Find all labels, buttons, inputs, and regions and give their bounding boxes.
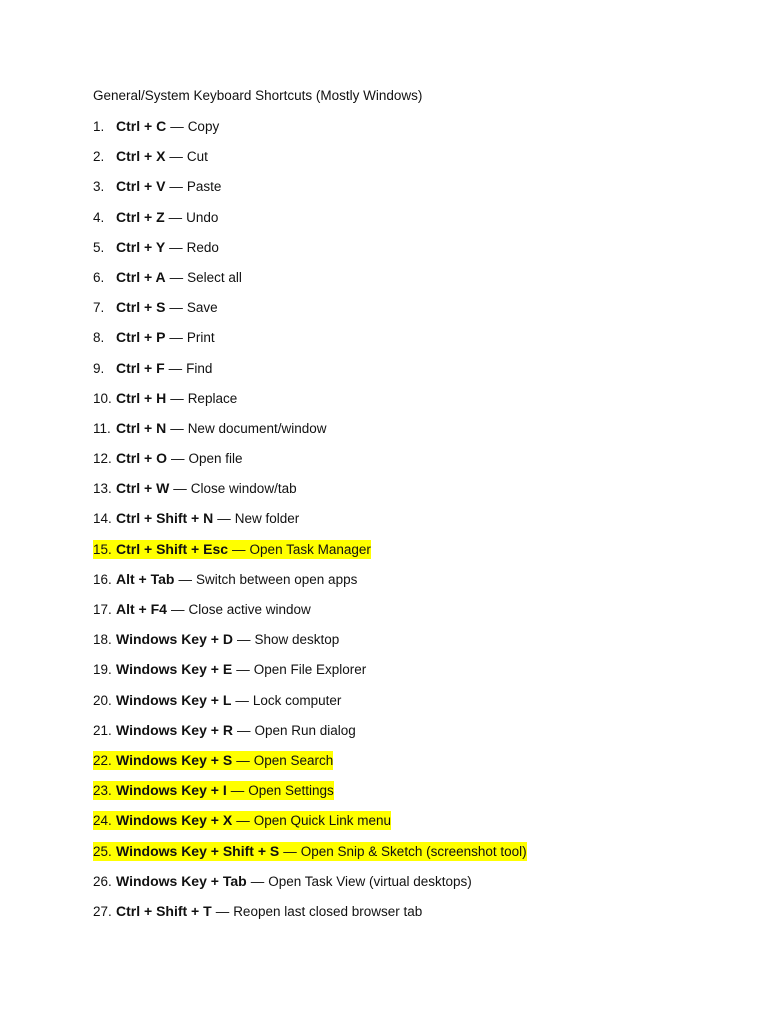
shortcut-description: Paste bbox=[186, 179, 222, 195]
list-item-content bbox=[93, 781, 334, 800]
shortcut-keys: Windows Key + I bbox=[116, 782, 227, 799]
shortcut-description: Open Search bbox=[253, 752, 334, 768]
item-number: 1. bbox=[93, 119, 105, 134]
list-item bbox=[93, 751, 527, 781]
item-number: 11. bbox=[93, 420, 111, 436]
list-item-content bbox=[93, 238, 219, 257]
shortcut-keys: Windows Key + E bbox=[116, 661, 233, 678]
shortcut-keys: Ctrl + Y bbox=[116, 238, 166, 255]
shortcut-description: Show desktop bbox=[254, 632, 340, 648]
shortcut-description: Redo bbox=[186, 239, 219, 255]
list-item bbox=[93, 238, 527, 268]
separator-dash: — bbox=[170, 451, 185, 467]
list-item bbox=[93, 902, 527, 932]
item-number: 19. bbox=[93, 662, 112, 678]
shortcut-description: Open Task View (virtual desktops) bbox=[268, 873, 472, 889]
shortcut-description: Close active window bbox=[188, 602, 311, 617]
list-item bbox=[93, 570, 527, 600]
shortcut-description: New document/window bbox=[187, 420, 327, 436]
separator-dash: — bbox=[236, 632, 251, 648]
list-item bbox=[93, 842, 527, 872]
list-item bbox=[93, 419, 527, 449]
separator-dash: — bbox=[169, 179, 183, 195]
separator-dash: — bbox=[215, 903, 230, 919]
list-item bbox=[93, 389, 527, 419]
shortcut-description: Open Run dialog bbox=[254, 722, 356, 738]
shortcut-keys: Windows Key + Tab bbox=[116, 872, 247, 889]
separator-dash: — bbox=[169, 330, 183, 346]
shortcut-description: Open File Explorer bbox=[253, 662, 367, 678]
list-item bbox=[93, 208, 527, 238]
shortcut-description: Find bbox=[186, 360, 213, 376]
shortcut-description: Print bbox=[186, 330, 215, 346]
separator-dash: — bbox=[236, 662, 250, 678]
shortcut-keys: Alt + Tab bbox=[116, 570, 175, 587]
item-number: 26. bbox=[93, 873, 112, 889]
shortcut-description: Open Quick Link menu bbox=[253, 813, 392, 829]
shortcut-keys: Ctrl + W bbox=[116, 480, 170, 497]
separator-dash: — bbox=[236, 813, 250, 829]
separator-dash: — bbox=[217, 511, 231, 527]
item-number: 4. bbox=[93, 209, 105, 225]
item-number: 20. bbox=[93, 692, 112, 708]
item-number: 7. bbox=[93, 300, 105, 316]
item-number: 17. bbox=[93, 602, 112, 617]
item-number: 27. bbox=[93, 903, 112, 919]
list-item bbox=[93, 268, 527, 298]
shortcut-description: Select all bbox=[187, 269, 242, 285]
shortcut-description: Save bbox=[186, 300, 218, 316]
shortcut-keys: Windows Key + Shift + S bbox=[116, 842, 280, 859]
list-item-content bbox=[93, 902, 422, 921]
list-item-content bbox=[93, 811, 391, 830]
shortcut-description: Close window/tab bbox=[190, 481, 297, 497]
shortcut-description: New folder bbox=[234, 511, 300, 527]
item-number: 9. bbox=[93, 360, 105, 376]
item-number: 5. bbox=[93, 239, 105, 255]
item-number: 14. bbox=[93, 511, 112, 527]
shortcut-keys: Ctrl + H bbox=[116, 389, 167, 406]
separator-dash: — bbox=[169, 300, 183, 316]
separator-dash: — bbox=[230, 783, 245, 799]
shortcut-keys: Ctrl + F bbox=[116, 359, 165, 376]
list-item bbox=[93, 177, 527, 207]
item-number: 21. bbox=[93, 722, 112, 738]
item-number: 13. bbox=[93, 481, 112, 497]
list-item bbox=[93, 509, 527, 539]
list-item bbox=[93, 479, 527, 509]
list-item-content bbox=[93, 721, 356, 740]
list-item-content bbox=[93, 509, 299, 528]
shortcut-keys: Ctrl + Shift + T bbox=[116, 902, 212, 919]
shortcut-keys: Ctrl + Shift + N bbox=[116, 510, 214, 527]
item-number: 23. bbox=[93, 783, 112, 799]
list-item bbox=[93, 872, 527, 902]
shortcut-keys: Ctrl + Shift + Esc bbox=[116, 540, 229, 557]
list-item-content bbox=[93, 177, 221, 196]
item-number: 3. bbox=[93, 179, 105, 195]
shortcut-description: Open Snip & Sketch (screenshot tool) bbox=[300, 843, 527, 859]
list-item-content bbox=[93, 842, 527, 861]
shortcut-description: Open file bbox=[188, 451, 243, 467]
item-number: 25. bbox=[93, 843, 112, 859]
item-number: 24. bbox=[93, 813, 112, 829]
separator-dash: — bbox=[169, 239, 183, 255]
list-item bbox=[93, 811, 527, 841]
list-item-content bbox=[93, 389, 237, 408]
shortcut-description: Replace bbox=[187, 390, 238, 406]
separator-dash: — bbox=[236, 722, 251, 738]
shortcut-description: Reopen last closed browser tab bbox=[233, 903, 423, 919]
separator-dash: — bbox=[236, 752, 250, 768]
list-item bbox=[93, 721, 527, 751]
list-item-content bbox=[93, 419, 327, 438]
list-item bbox=[93, 117, 527, 147]
list-item bbox=[93, 660, 527, 690]
shortcut-keys: Ctrl + Z bbox=[116, 208, 165, 225]
shortcut-keys: Ctrl + X bbox=[116, 148, 166, 165]
shortcut-keys: Windows Key + L bbox=[116, 691, 232, 708]
separator-dash: — bbox=[169, 269, 184, 285]
list-item bbox=[93, 359, 527, 389]
shortcut-keys: Windows Key + X bbox=[116, 812, 233, 829]
separator-dash: — bbox=[168, 360, 183, 376]
separator-dash: — bbox=[283, 843, 297, 859]
list-item bbox=[93, 600, 527, 630]
shortcut-description: Open Task Manager bbox=[249, 541, 371, 557]
shortcut-keys: Ctrl + V bbox=[116, 178, 166, 195]
separator-dash: — bbox=[168, 209, 183, 225]
shortcut-keys: Ctrl + O bbox=[116, 450, 167, 467]
shortcut-description: Switch between open apps bbox=[195, 571, 358, 587]
item-number: 6. bbox=[93, 269, 105, 285]
shortcut-keys: Ctrl + C bbox=[116, 118, 167, 134]
list-item-content bbox=[93, 208, 218, 227]
list-item-content bbox=[93, 540, 371, 559]
list-item-content bbox=[93, 600, 311, 619]
shortcut-description: Lock computer bbox=[252, 692, 342, 708]
shortcut-keys: Ctrl + P bbox=[116, 329, 166, 346]
list-item-content bbox=[93, 449, 243, 468]
separator-dash: — bbox=[178, 571, 192, 587]
shortcut-keys: Ctrl + S bbox=[116, 299, 166, 316]
shortcut-keys: Ctrl + A bbox=[116, 268, 166, 285]
item-number: 15. bbox=[93, 541, 112, 557]
item-number: 2. bbox=[93, 149, 105, 165]
shortcut-description: Cut bbox=[186, 149, 208, 165]
item-number: 22. bbox=[93, 752, 112, 768]
list-item bbox=[93, 147, 527, 177]
shortcut-keys: Windows Key + R bbox=[116, 721, 233, 738]
separator-dash: — bbox=[170, 602, 185, 617]
list-item-content bbox=[93, 570, 357, 589]
shortcut-description: Undo bbox=[186, 209, 219, 225]
list-item-content bbox=[93, 872, 472, 891]
list-item bbox=[93, 781, 527, 811]
separator-dash: — bbox=[170, 420, 184, 436]
list-item-content bbox=[93, 751, 333, 770]
separator-dash: — bbox=[169, 149, 183, 165]
list-item bbox=[93, 328, 527, 358]
item-number: 8. bbox=[93, 330, 105, 346]
list-item bbox=[93, 540, 527, 570]
shortcut-keys: Windows Key + S bbox=[116, 751, 233, 768]
list-item-content bbox=[93, 147, 208, 166]
separator-dash: — bbox=[235, 692, 249, 708]
list-item-content bbox=[93, 359, 212, 378]
shortcut-description: Copy bbox=[187, 119, 220, 134]
list-item bbox=[93, 691, 527, 721]
shortcut-description: Open Settings bbox=[248, 783, 334, 799]
shortcut-keys: Windows Key + D bbox=[116, 631, 233, 648]
item-number: 16. bbox=[93, 571, 112, 587]
list-item-content bbox=[93, 691, 341, 710]
list-item bbox=[93, 449, 527, 479]
list-item-content bbox=[93, 117, 219, 136]
separator-dash: — bbox=[173, 481, 187, 497]
list-item-content bbox=[93, 479, 297, 498]
list-item-content bbox=[93, 268, 242, 287]
item-number: 12. bbox=[93, 451, 112, 467]
shortcut-list bbox=[93, 117, 527, 932]
separator-dash: — bbox=[232, 541, 246, 557]
list-item-content bbox=[93, 328, 215, 347]
list-item-content bbox=[93, 660, 366, 679]
list-item bbox=[93, 298, 527, 328]
list-item-content bbox=[93, 298, 218, 317]
separator-dash: — bbox=[170, 390, 184, 406]
separator-dash: — bbox=[250, 873, 265, 889]
list-item-content bbox=[93, 630, 339, 649]
item-number: 10. bbox=[93, 390, 112, 406]
shortcut-keys: Alt + F4 bbox=[116, 601, 167, 617]
shortcut-keys: Ctrl + N bbox=[116, 419, 167, 436]
document-title: General/System Keyboard Shortcuts (Mostly Windows) bbox=[93, 88, 423, 103]
item-number: 18. bbox=[93, 632, 112, 648]
separator-dash: — bbox=[170, 119, 184, 134]
list-item bbox=[93, 630, 527, 660]
